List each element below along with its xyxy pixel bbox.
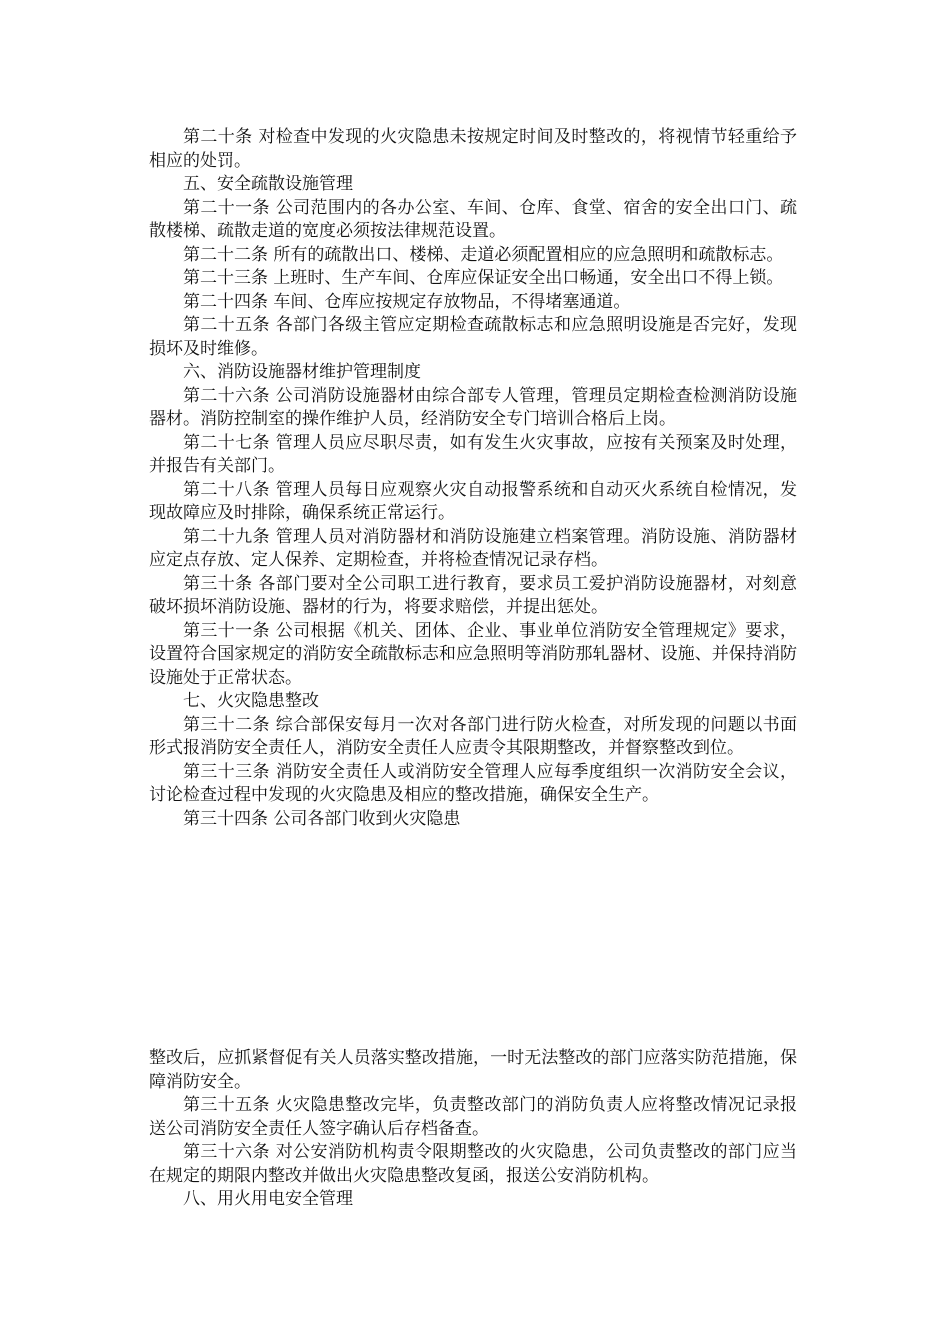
section-heading: 七、火灾隐患整改 xyxy=(183,691,319,711)
article-paragraph: 第二十六条 公司消防设施器材由综合部专人管理，管理员定期检查检测消防设施器材。消防控制室的操作维护人员，经消防安全专门培训合格后上岗。 xyxy=(149,385,797,429)
section-heading: 五、安全疏散设施管理 xyxy=(183,174,353,194)
article-paragraph: 第三十六条 对公安消防机构责令限期整改的火灾隐患，公司负责整改的部门应当在规定的期限内整改并做出火灾隐患整改复函，报送公安消防机构。 xyxy=(149,1142,797,1186)
paragraph-continuation: 整改后，应抓紧督促有关人员落实整改措施，一时无法整改的部门应落实防范措施，保障消防安全。 xyxy=(149,1048,797,1092)
article-paragraph: 第三十五条 火灾隐患整改完毕，负责整改部门的消防负责人应将整改情况记录报送公司消防安全责任人签字确认后存档备查。 xyxy=(149,1095,797,1139)
article-paragraph: 第三十二条 综合部保安每月一次对各部门进行防火检查，对所发现的问题以书面形式报消防安全责任人，消防安全责任人应责令其限期整改，并督察整改到位。 xyxy=(149,714,797,758)
article-paragraph: 第三十条 各部门要对全公司职工进行教育，要求员工爱护消防设施器材，对刻意破坏损坏消防设施、器材的行为，将要求赔偿，并提出惩处。 xyxy=(149,573,797,617)
article-paragraph: 第二十七条 管理人员应尽职尽责，如有发生火灾事故，应按有关预案及时处理，并报告有关部门。 xyxy=(149,432,797,476)
article-paragraph: 第二十二条 所有的疏散出口、楼梯、走道必须配置相应的应急照明和疏散标志。 xyxy=(183,244,784,265)
article-paragraph: 第二十八条 管理人员每日应观察火灾自动报警系统和自动灭火系统自检情况，发现故障应及时排除，确保系统正常运行。 xyxy=(149,479,797,523)
text-block-upper xyxy=(149,126,797,831)
article-paragraph: 第二十九条 管理人员对消防器材和消防设施建立档案管理。消防设施、消防器材应定点存放、定人保养、定期检查，并将检查情况记录存档。 xyxy=(149,526,797,570)
article-paragraph: 第二十条 对检查中发现的火灾隐患未按规定时间及时整改的，将视情节轻重给予相应的处罚。 xyxy=(149,127,797,171)
article-paragraph: 第三十四条 公司各部门收到火灾隐患 xyxy=(183,808,461,829)
article-paragraph: 第三十一条 公司根据《机关、团体、企业、事业单位消防安全管理规定》要求，设置符合国家规定的消防安全疏散标志和应急照明等消防那轧器材、设施、并保持消防设施处于正常状态。 xyxy=(149,620,797,688)
article-paragraph: 第三十三条 消防安全责任人或消防安全管理人应每季度组织一次消防安全会议，讨论检查过程中发现的火灾隐患及相应的整改措施，确保安全生产。 xyxy=(149,761,797,805)
section-heading: 八、用火用电安全管理 xyxy=(183,1189,353,1209)
section-heading: 六、消防设施器材维护管理制度 xyxy=(183,362,421,382)
article-paragraph: 第二十一条 公司范围内的各办公室、车间、仓库、食堂、宿舍的安全出口门、疏散楼梯、疏散走道的宽度必须按法律规范设置。 xyxy=(149,197,797,241)
text-block-lower xyxy=(149,1047,797,1212)
article-paragraph: 第二十五条 各部门各级主管应定期检查疏散标志和应急照明设施是否完好，发现损坏及时维修。 xyxy=(149,315,797,359)
article-paragraph: 第二十三条 上班时、生产车间、仓库应保证安全出口畅通，安全出口不得上锁。 xyxy=(183,268,784,288)
article-paragraph: 第二十四条 车间、仓库应按规定存放物品，不得堵塞通道。 xyxy=(183,291,631,312)
